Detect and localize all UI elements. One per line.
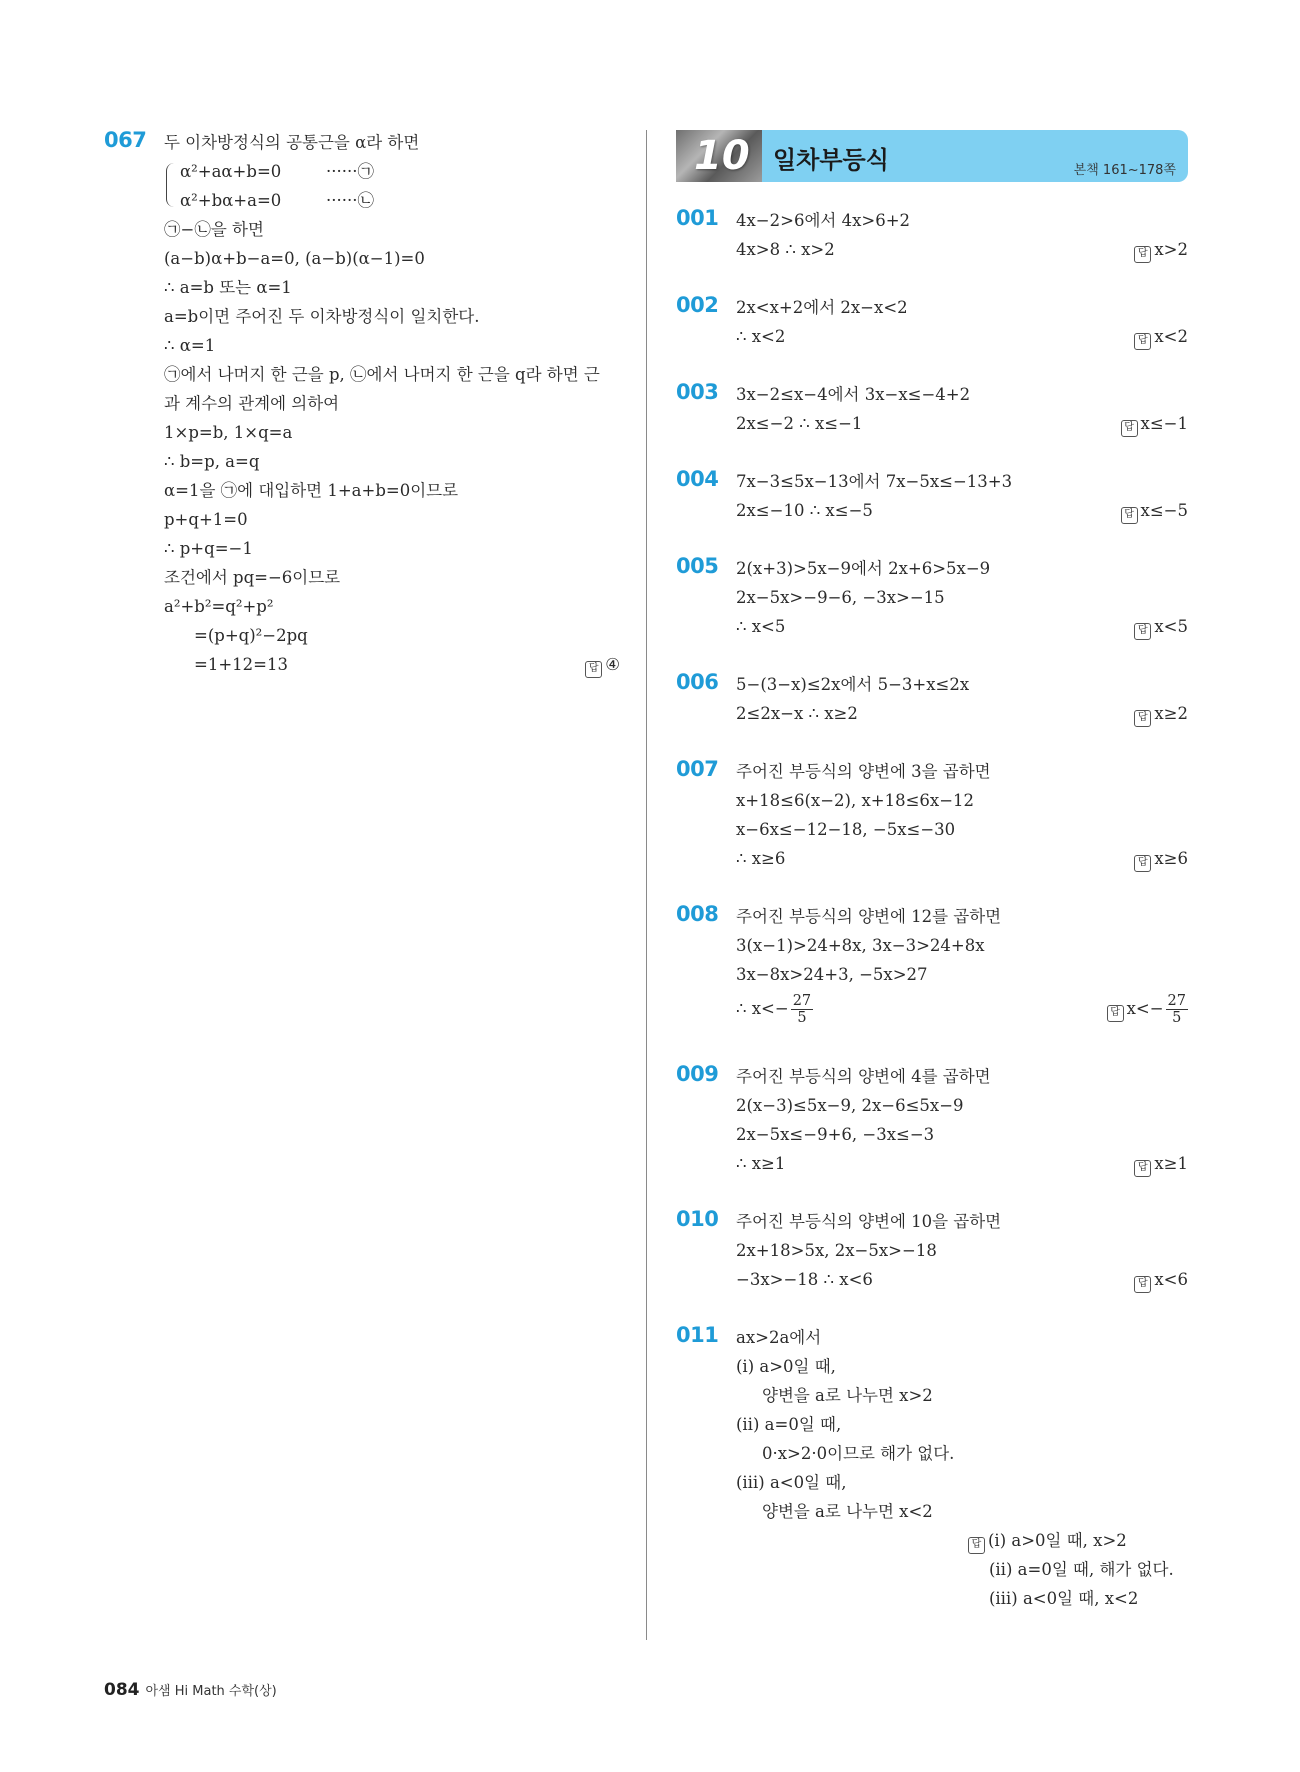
solution-text: ∴ x<2 bbox=[736, 327, 786, 346]
solution-line bbox=[736, 235, 1188, 264]
solution-line: a=b이면 주어진 두 이차방정식이 일치한다. bbox=[164, 307, 480, 326]
problem-number: 003 bbox=[676, 380, 719, 404]
answer-text: x≥6 bbox=[1154, 849, 1188, 868]
equation: α²+aα+b=0 bbox=[180, 162, 282, 181]
answer-text: (ⅰ) a>0일 때, x>2 bbox=[988, 1531, 1127, 1550]
problem-number: 011 bbox=[676, 1323, 719, 1347]
equation-tag: ······㉠ bbox=[326, 162, 374, 181]
solution-line: =(p+q)²−2pq bbox=[194, 626, 308, 645]
answer-text: ④ bbox=[605, 655, 620, 674]
answer-block bbox=[736, 1526, 1188, 1613]
chapter-header bbox=[676, 130, 1188, 182]
solution-line: (ⅲ) a<0일 때, bbox=[736, 1473, 847, 1492]
problem-number: 006 bbox=[676, 670, 719, 694]
answer-mark-icon: 답 bbox=[1134, 1160, 1151, 1177]
fraction-denominator: 5 bbox=[797, 1010, 807, 1026]
answer-mark-icon: 답 bbox=[1134, 1276, 1151, 1293]
solution-line: 1×p=b, 1×q=a bbox=[164, 423, 293, 442]
solution-line: ㉠−㉡을 하면 bbox=[164, 220, 264, 239]
solution-line: 양변을 a로 나누면 x<2 bbox=[762, 1502, 933, 1521]
solution-text: ∴ x≥1 bbox=[736, 1154, 786, 1173]
solution-line: 과 계수의 관계에 의하여 bbox=[164, 394, 340, 413]
solution-line: ax>2a에서 bbox=[736, 1328, 822, 1347]
solution-line: ∴ a=b 또는 α=1 bbox=[164, 278, 292, 297]
equation-system bbox=[164, 157, 620, 215]
solution-line: ∴ b=p, a=q bbox=[164, 452, 260, 471]
answer-text: x<− bbox=[1126, 999, 1164, 1018]
fraction-numerator: 27 bbox=[792, 993, 812, 1009]
solution-line: p+q+1=0 bbox=[164, 510, 248, 529]
fraction-numerator: 27 bbox=[1167, 993, 1186, 1009]
solution-line: 2x−5x>−9−6, −3x>−15 bbox=[736, 588, 945, 607]
solution-line: 7x−3≤5x−13에서 7x−5x≤−13+3 bbox=[736, 472, 1013, 491]
answer-text: x≥1 bbox=[1154, 1154, 1188, 1173]
answer-line: (ⅲ) a<0일 때, x<2 bbox=[989, 1589, 1139, 1608]
solution-text: 2≤2x−x ∴ x≥2 bbox=[736, 704, 858, 723]
equation-tag: ······㉡ bbox=[326, 191, 374, 210]
solution-line: 주어진 부등식의 양변에 3을 곱하면 bbox=[736, 762, 991, 781]
answer-text: x≤−5 bbox=[1140, 501, 1188, 520]
solution-line: 양변을 a로 나누면 x>2 bbox=[762, 1386, 933, 1405]
problem-number: 008 bbox=[676, 902, 719, 926]
page-footer bbox=[104, 1680, 277, 1700]
problem-number: 004 bbox=[676, 467, 719, 491]
answer-text: x<5 bbox=[1154, 617, 1188, 636]
chapter-number: 10 bbox=[694, 133, 750, 179]
solution-line: ∴ α=1 bbox=[164, 336, 216, 355]
solution-text: =1+12=13 bbox=[194, 655, 288, 674]
answer-text: x<2 bbox=[1154, 327, 1188, 346]
answer-mark-icon: 답 bbox=[1121, 420, 1138, 437]
book-title: 아샘 Hi Math 수학(상) bbox=[145, 1684, 277, 1699]
fraction-denominator: 5 bbox=[1172, 1010, 1182, 1026]
answer-text: x<6 bbox=[1154, 1270, 1188, 1289]
page-number: 084 bbox=[104, 1680, 140, 1700]
fraction bbox=[791, 993, 813, 1026]
answer-mark-icon: 답 bbox=[585, 661, 602, 678]
solution-line: ㉠에서 나머지 한 근을 p, ㉡에서 나머지 한 근을 q라 하면 근 bbox=[164, 365, 600, 384]
solution-line bbox=[164, 650, 620, 679]
solution-text: ∴ x<− bbox=[736, 999, 789, 1018]
problem-number: 067 bbox=[104, 128, 147, 152]
solution-line bbox=[736, 1265, 1188, 1294]
solution-line bbox=[736, 989, 1188, 1029]
answer-mark-icon: 답 bbox=[968, 1537, 985, 1554]
answer-mark-icon: 답 bbox=[1134, 710, 1151, 727]
solution-text: ∴ x≥6 bbox=[736, 849, 786, 868]
solution-line: α=1을 ㉠에 대입하면 1+a+b=0이므로 bbox=[164, 481, 459, 500]
solution-line: 2x−5x≤−9+6, −3x≤−3 bbox=[736, 1125, 935, 1144]
problem-number: 005 bbox=[676, 554, 719, 578]
problem-number: 010 bbox=[676, 1207, 719, 1231]
solution-line: x−6x≤−12−18, −5x≤−30 bbox=[736, 820, 956, 839]
answer-line: (ⅱ) a=0일 때, 해가 없다. bbox=[989, 1560, 1174, 1579]
solution-line: (ⅰ) a>0일 때, bbox=[736, 1357, 836, 1376]
solution-line: 5−(3−x)≤2x에서 5−3+x≤2x bbox=[736, 675, 970, 694]
solution-line: 두 이차방정식의 공통근을 α라 하면 bbox=[164, 133, 420, 152]
solution-line bbox=[736, 844, 1188, 873]
answer-line bbox=[968, 1526, 1168, 1555]
solution-line: ∴ p+q=−1 bbox=[164, 539, 253, 558]
solution-line: a²+b²=q²+p² bbox=[164, 597, 274, 616]
answer-mark-icon: 답 bbox=[1121, 507, 1138, 524]
answer-text: x>2 bbox=[1154, 240, 1188, 259]
solution-line: 3(x−1)>24+8x, 3x−3>24+8x bbox=[736, 936, 985, 955]
solution-line: 2x+18>5x, 2x−5x>−18 bbox=[736, 1241, 937, 1260]
problem-number: 001 bbox=[676, 206, 719, 230]
solution-line: 3x−8x>24+3, −5x>27 bbox=[736, 965, 928, 984]
solution-text: 4x>8 ∴ x>2 bbox=[736, 240, 835, 259]
solution-line: x+18≤6(x−2), x+18≤6x−12 bbox=[736, 791, 975, 810]
solution-line: 주어진 부등식의 양변에 12를 곱하면 bbox=[736, 907, 1002, 926]
textbook-reference: 본책 161~178쪽 bbox=[1073, 163, 1176, 178]
chapter-title: 일차부등식 bbox=[773, 146, 889, 174]
solution-line: 2x<x+2에서 2x−x<2 bbox=[736, 298, 908, 317]
header-photo bbox=[676, 130, 762, 182]
answer-text: x≥2 bbox=[1154, 704, 1188, 723]
answer-mark-icon: 답 bbox=[1134, 623, 1151, 640]
solution-text: 2x≤−10 ∴ x≤−5 bbox=[736, 501, 873, 520]
solution-line: 2(x−3)≤5x−9, 2x−6≤5x−9 bbox=[736, 1096, 964, 1115]
column-divider bbox=[646, 130, 647, 1640]
solution-line bbox=[736, 1149, 1188, 1178]
solution-line: 조건에서 pq=−6이므로 bbox=[164, 568, 341, 587]
solution-line: 주어진 부등식의 양변에 10을 곱하면 bbox=[736, 1212, 1002, 1231]
solution-line bbox=[736, 322, 1188, 351]
solution-line: (a−b)α+b−a=0, (a−b)(α−1)=0 bbox=[164, 249, 425, 268]
solution-line bbox=[736, 496, 1188, 525]
solution-line bbox=[736, 409, 1188, 438]
solution-line: 0·x>2·0이므로 해가 없다. bbox=[762, 1444, 955, 1463]
problem-number: 009 bbox=[676, 1062, 719, 1086]
answer-mark-icon: 답 bbox=[1107, 1005, 1124, 1022]
answer-mark-icon: 답 bbox=[1134, 855, 1151, 872]
solution-line: 주어진 부등식의 양변에 4를 곱하면 bbox=[736, 1067, 991, 1086]
fraction bbox=[1166, 993, 1188, 1026]
solution-line: (ⅱ) a=0일 때, bbox=[736, 1415, 842, 1434]
solution-text: −3x>−18 ∴ x<6 bbox=[736, 1270, 873, 1289]
problem-number: 007 bbox=[676, 757, 719, 781]
equation: α²+bα+a=0 bbox=[180, 191, 282, 210]
solution-line: 2(x+3)>5x−9에서 2x+6>5x−9 bbox=[736, 559, 991, 578]
answer-text: x≤−1 bbox=[1140, 414, 1188, 433]
solution-line: 3x−2≤x−4에서 3x−x≤−4+2 bbox=[736, 385, 971, 404]
answer-mark-icon: 답 bbox=[1134, 333, 1151, 350]
solution-text: 2x≤−2 ∴ x≤−1 bbox=[736, 414, 863, 433]
solution-text: ∴ x<5 bbox=[736, 617, 786, 636]
solution-line bbox=[736, 612, 1188, 641]
brace-symbol bbox=[166, 163, 174, 207]
answer-mark-icon: 답 bbox=[1134, 246, 1151, 263]
solution-line bbox=[736, 699, 1188, 728]
solution-line: 4x−2>6에서 4x>6+2 bbox=[736, 211, 911, 230]
problem-number: 002 bbox=[676, 293, 719, 317]
